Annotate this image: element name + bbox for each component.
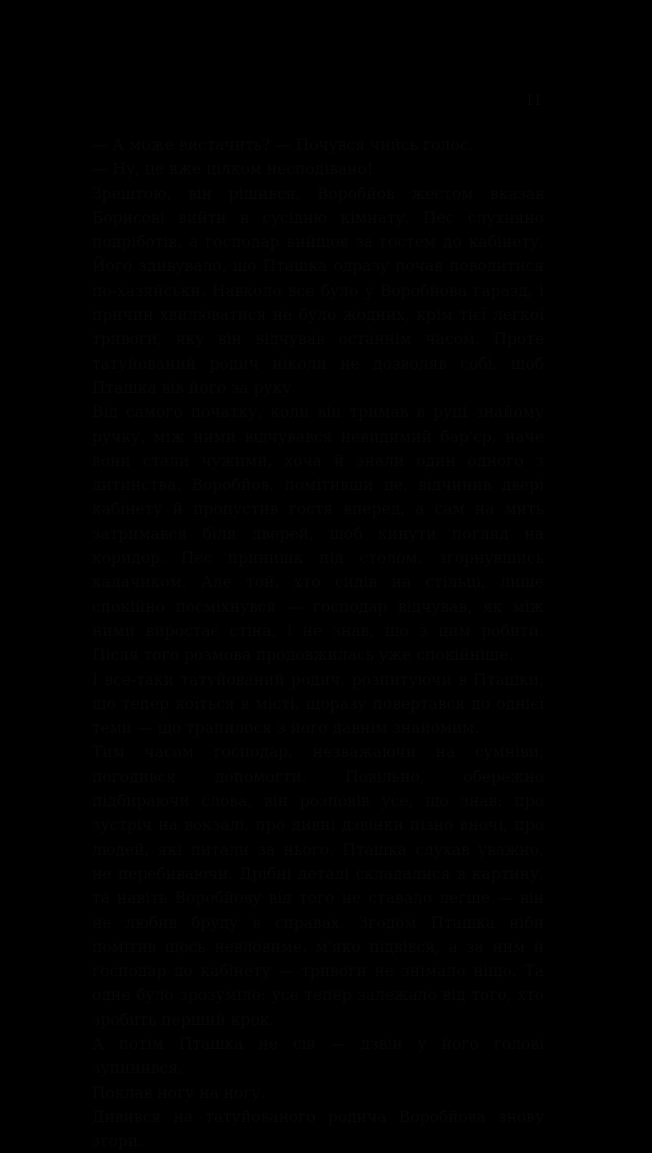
paragraph: — А може вистачить? — Почувся чийсь голос. — [92, 136, 474, 154]
paragraph: Зрештою, він рішився. Воробйов жестом вказав Борисові вийти в сусідню кімнату. Пес слухняно подріботів, а господар вийшов за гостем до кабінету. Його здивувало, що Пташка одразу почав поводитися по-хазяйськи. Навколо все було у Воробйова гаразд, і причин хвилюватися не було жодних, крім тієї легкої тривоги, яку він відчував останнім часом. Проте татуйований родич ніколи не дозволяв собі, щоб Пташка вів його за руку. — [92, 184, 544, 397]
paragraph: Тим часом господар, незважаючи на сумніви, погодився допомогти. Повільно, обережно підбираючи слова, він розповів усе, що знав: про зустріч на вокзалі, про дивні дзвінки пізно вночі, про людей, які питали за нього. Пташка слухав уважно, не перебиваючи. Дрібні деталі складалися в картину, та навіть Воробйову від того не ставало легше — він не любив бруду в справах. Згодом Пташка ніби помітив щось невловиме, м'яко підвівся, а за ним й господар до кабінету — тривоги не знімало ніщо. Та одне було зрозуміло: усе тепер залежало від того, хто зробить перший крок. — [92, 743, 544, 1029]
paragraph: Від самого початку, коли він тримав в руці знайому ручку, між ними відчувався невидимий бар'єр, наче вони стали чужими, хоча й знали один одного з дитинства. Воробйов, помітивши це, відчинив двері кабінету й пропустив гостя вперед, а сам на мить затримався біля дверей, щоб кинути погляд на коридор. Пес принишк під столом, згорнувшись калачиком. Але той, хто сидів на стільці, лише спокійно посміхнувся — господар відчував, як між ними виростає стіна, і не знав, що з цим робити. Після того розмова продовжилась уже спокійніше. — [92, 403, 544, 665]
page-text — [92, 133, 544, 1153]
paragraph: І все-таки татуйований родич, розпитуючи в Пташки, що тепер коїться в місті, щоразу повертався до однієї теми — що трапилося з його давнім знайомим. — [92, 670, 544, 738]
paragraph: Поклав ногу на ногу. — [92, 1083, 266, 1102]
paragraph: — Ну, це вже цілком несподівано! — [92, 160, 374, 179]
paragraph: А потім Пташка не сів — дзвін у його голові зупинився. — [92, 1034, 544, 1078]
page-number: 11 — [525, 94, 542, 109]
paragraph: Дивився на татуйованого родича Воробйова знову згори. — [92, 1107, 544, 1151]
